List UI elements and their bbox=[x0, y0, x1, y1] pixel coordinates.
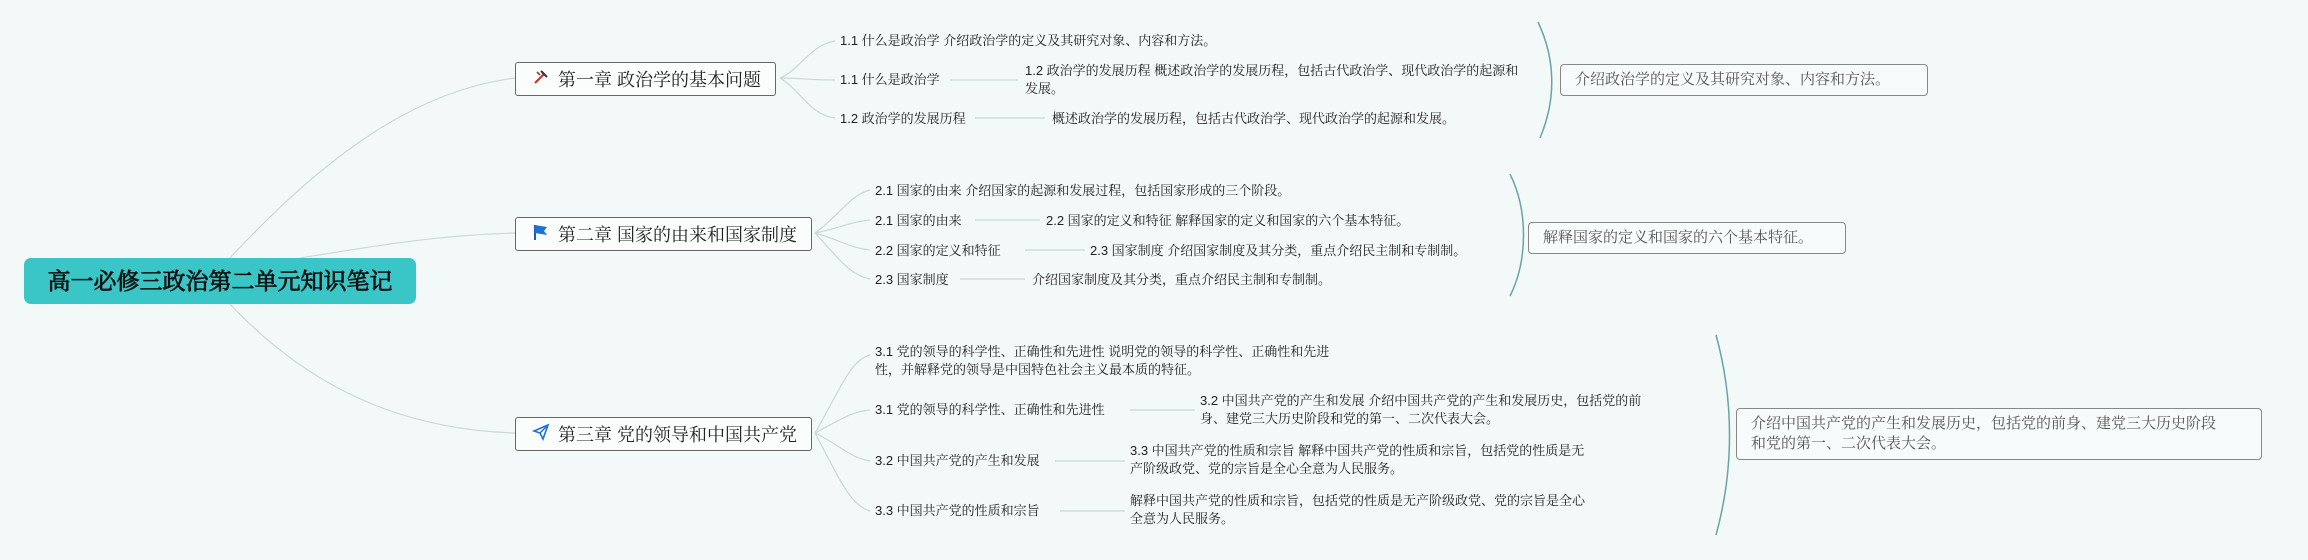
summary-box[interactable]: 介绍中国共产党的产生和发展历史，包括党的前身、建党三大历史阶段 和党的第一、二次代表大会。 bbox=[1736, 408, 2262, 460]
chapter-1-title: 第一章 政治学的基本问题 bbox=[558, 70, 761, 90]
list-item[interactable]: 2.3 国家制度 介绍国家制度及其分类，重点介绍民主制和专制制。 bbox=[1090, 243, 1467, 258]
list-item[interactable]: 介绍国家制度及其分类，重点介绍民主制和专制制。 bbox=[1032, 272, 1332, 287]
list-item[interactable]: 1.1 什么是政治学 介绍政治学的定义及其研究对象、内容和方法。 bbox=[840, 33, 1217, 48]
list-item[interactable]: 3.3 中国共产党的性质和宗旨 解释中国共产党的性质和宗旨，包括党的性质是无 产阶级政党、党的宗旨是全心全意为人民服务。 bbox=[1130, 443, 1585, 476]
list-item[interactable]: 概述政治学的发展历程，包括古代政治学、现代政治学的起源和发展。 bbox=[1052, 111, 1456, 126]
list-item[interactable]: 1.2 政治学的发展历程 概述政治学的发展历程，包括古代政治学、现代政治学的起源和发展。 bbox=[1025, 63, 1519, 96]
list-item[interactable]: 解释中国共产党的性质和宗旨，包括党的性质是无产阶级政党、党的宗旨是全心 全意为人民服务。 bbox=[1130, 493, 1586, 526]
root-topic[interactable]: 高一必修三政治第二单元知识笔记 bbox=[24, 258, 416, 304]
list-item[interactable]: 1.2 政治学的发展历程 bbox=[840, 111, 966, 126]
list-item[interactable]: 2.2 国家的定义和特征 解释国家的定义和国家的六个基本特征。 bbox=[1046, 213, 1410, 228]
flag-icon bbox=[528, 218, 554, 252]
list-item[interactable]: 2.1 国家的由来 bbox=[875, 213, 962, 228]
list-item[interactable]: 3.3 中国共产党的性质和宗旨 bbox=[875, 503, 1040, 518]
chapter-2-topic[interactable] bbox=[515, 217, 812, 251]
list-item[interactable]: 2.2 国家的定义和特征 bbox=[875, 243, 1001, 258]
chapter-1-topic[interactable] bbox=[515, 62, 776, 96]
chapter-3-title: 第三章 党的领导和中国共产党 bbox=[558, 425, 797, 445]
chapter-2-title: 第二章 国家的由来和国家制度 bbox=[558, 225, 797, 245]
list-item[interactable]: 3.1 党的领导的科学性、正确性和先进性 说明党的领导的科学性、正确性和先进 性，并解释党的领导是中国特色社会主义最本质的特征。 bbox=[875, 344, 1330, 377]
list-item[interactable]: 2.3 国家制度 bbox=[875, 272, 949, 287]
paper-plane-icon bbox=[528, 418, 554, 452]
list-item[interactable]: 2.1 国家的由来 介绍国家的起源和发展过程，包括国家形成的三个阶段。 bbox=[875, 183, 1291, 198]
summary-box[interactable]: 解释国家的定义和国家的六个基本特征。 bbox=[1528, 222, 1846, 254]
list-item[interactable]: 3.2 中国共产党的产生和发展 bbox=[875, 453, 1040, 468]
chapter-3-topic[interactable] bbox=[515, 417, 812, 451]
list-item[interactable]: 3.1 党的领导的科学性、正确性和先进性 bbox=[875, 402, 1105, 417]
list-item[interactable]: 1.1 什么是政治学 bbox=[840, 72, 940, 87]
summary-box[interactable]: 介绍政治学的定义及其研究对象、内容和方法。 bbox=[1560, 64, 1928, 96]
hammer-pick-icon bbox=[528, 63, 554, 97]
list-item[interactable]: 3.2 中国共产党的产生和发展 介绍中国共产党的产生和发展历史，包括党的前 身、建党三大历史阶段和党的第一、二次代表大会。 bbox=[1200, 393, 1642, 426]
